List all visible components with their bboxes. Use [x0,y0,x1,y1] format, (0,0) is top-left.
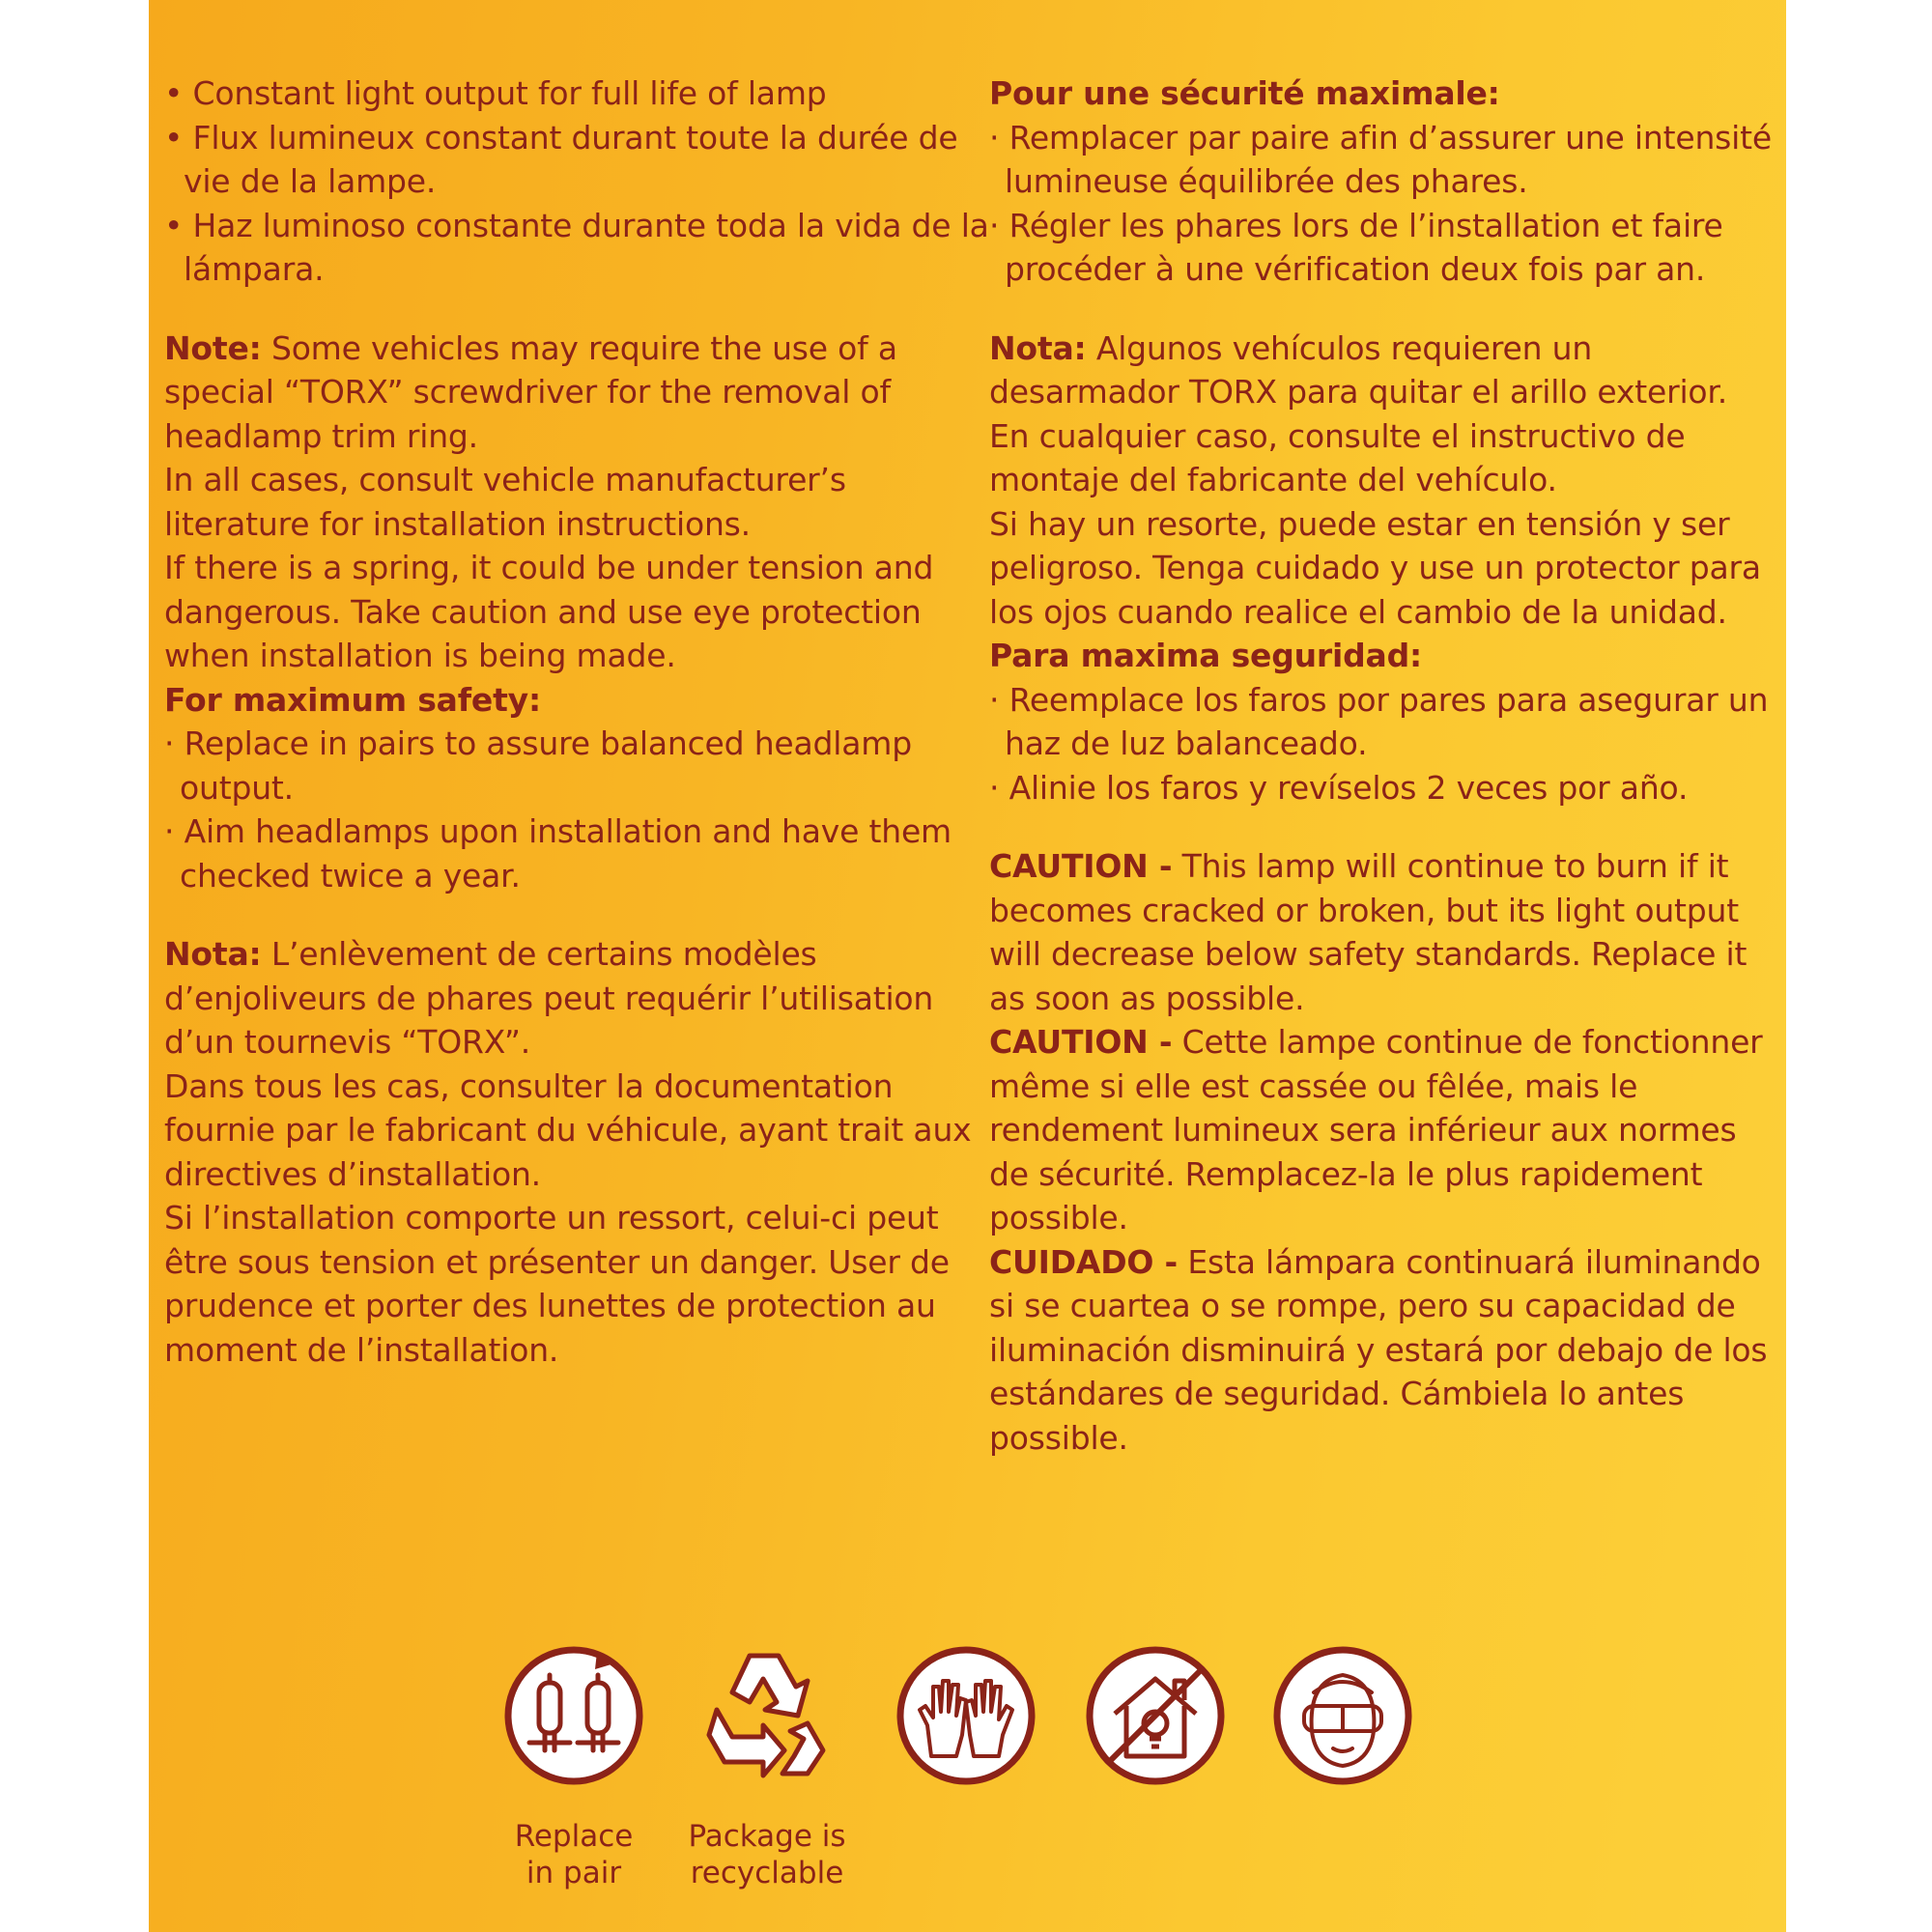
benefits-list [164,71,995,292]
note-fr-label: Nota: [164,935,262,973]
caption-line: recyclable [690,1856,844,1890]
caption-line: in pair [526,1856,622,1890]
caption-line: Package is [688,1819,846,1854]
note-en-line: In all cases, consult vehicle manufacturer’s literature for installation instructions. [164,461,846,543]
caution-es-text: Esta lámpara continuará iluminando si se cuartea o se rompe, pero su capacidad de iluminación disminuirá y estará por debajo de los estándares de seguridad. Cámbiela lo antes possible. [989,1242,1768,1457]
note-fr-line: Dans tous les cas, consulter la documentation fournie par le fabricant du véhicule, ayant trait aux directives d’installation. [164,1066,972,1193]
note-fr [164,932,995,1372]
note-en [164,327,995,898]
recycle-icon [690,1642,837,1789]
note-en-line: If there is a spring, it could be under tension and dangerous. Take caution and use eye protection when installation is being made. [164,549,934,674]
caution-en-text: This lamp will continue to burn if it becomes cracked or broken, but its light output will decrease below safety standards. Replace it as soon as possible. [989,847,1747,1017]
safety-item-es: · Reemplace los faros por pares para asegurar un haz de luz balanceado. [989,680,1769,762]
safety-item-fr: · Régler les phares lors de l’installation et faire procéder à une vérification deux fois par an. [989,206,1723,288]
icon-row [149,1642,1786,1893]
safety-item-en: · Replace in pairs to assure balanced headlamp output. [164,724,912,807]
caution-es-label: CUIDADO - [989,1242,1179,1281]
safety-item-es: · Alinie los faros y revíselos 2 veces por año. [989,768,1689,807]
safety-item-en: · Aim headlamps upon installation and have them checked twice a year. [164,812,952,895]
safety-heading-fr: Pour une sécurité maximale: [989,74,1500,112]
safety-glasses-icon [1269,1642,1416,1789]
caution-fr-label: CAUTION - [989,1023,1173,1061]
note-es-line: Si hay un resorte, puede estar en tensión y ser peligroso. Tenga cuidado y use un protector para los ojos cuando realice el cambio de la unidad. [989,504,1761,631]
note-fr-line: Si l’installation comporte un ressort, celui-ci peut être sous tension et présenter un danger. User de prudence et porter des lunettes de protection au moment de l’installation. [164,1199,950,1369]
safety-heading-en: For maximum safety: [164,680,541,719]
note-es-line: En cualquier caso, consulte el instructivo de montaje del fabricante del vehículo. [989,416,1686,498]
note-es-text: Algunos vehículos requieren un desarmador TORX para quitar el arillo exterior. [989,328,1728,411]
recycle-caption [661,1818,873,1891]
caution-fr [989,1020,1781,1240]
note-es-label: Nota: [989,328,1087,367]
package-panel [149,0,1786,1932]
safety-item-fr: · Remplacer par paire afin d’assurer une intensité lumineuse équilibrée des phares. [989,118,1772,200]
cautions [989,844,1781,1460]
caution-en [989,844,1781,1020]
gloves-icon [893,1642,1039,1789]
note-en-intro [164,327,995,459]
safety-fr [989,71,1781,292]
note-en-text: Some vehicles may require the use of a special “TORX” screwdriver for the removal of headlamp trim ring. [164,328,897,455]
replace-in-pair-caption [468,1818,680,1891]
caution-es [989,1240,1781,1461]
note-en-label: Note: [164,328,262,367]
note-fr-text: L’enlèvement de certains modèles d’enjoliveurs de phares peut requérir l’utilisation d’un tournevis “TORX”. [164,935,934,1061]
replace-in-pair-icon [500,1642,647,1789]
no-household-use-icon [1082,1642,1229,1789]
caution-en-label: CAUTION - [989,847,1173,885]
caption-line: Replace [514,1819,634,1854]
benefit-fr: • Flux lumineux constant durant toute la durée de vie de la lampe. [164,118,958,200]
benefit-en: • Constant light output for full life of lamp [164,74,827,112]
note-es-intro [989,327,1781,414]
right-column [989,71,1781,1494]
note-es [989,327,1781,810]
caution-fr-text: Cette lampe continue de fonctionner même si elle est cassée ou fêlée, mais le rendement lumineux sera inférieur aux normes de sécurité. Remplacez-la le plus rapidement possible. [989,1023,1763,1236]
benefit-es: • Haz luminoso constante durante toda la vida de la lámpara. [164,206,989,288]
safety-heading-es: Para maxima seguridad: [989,637,1423,674]
note-fr-intro [164,932,995,1065]
left-column [164,71,995,1406]
